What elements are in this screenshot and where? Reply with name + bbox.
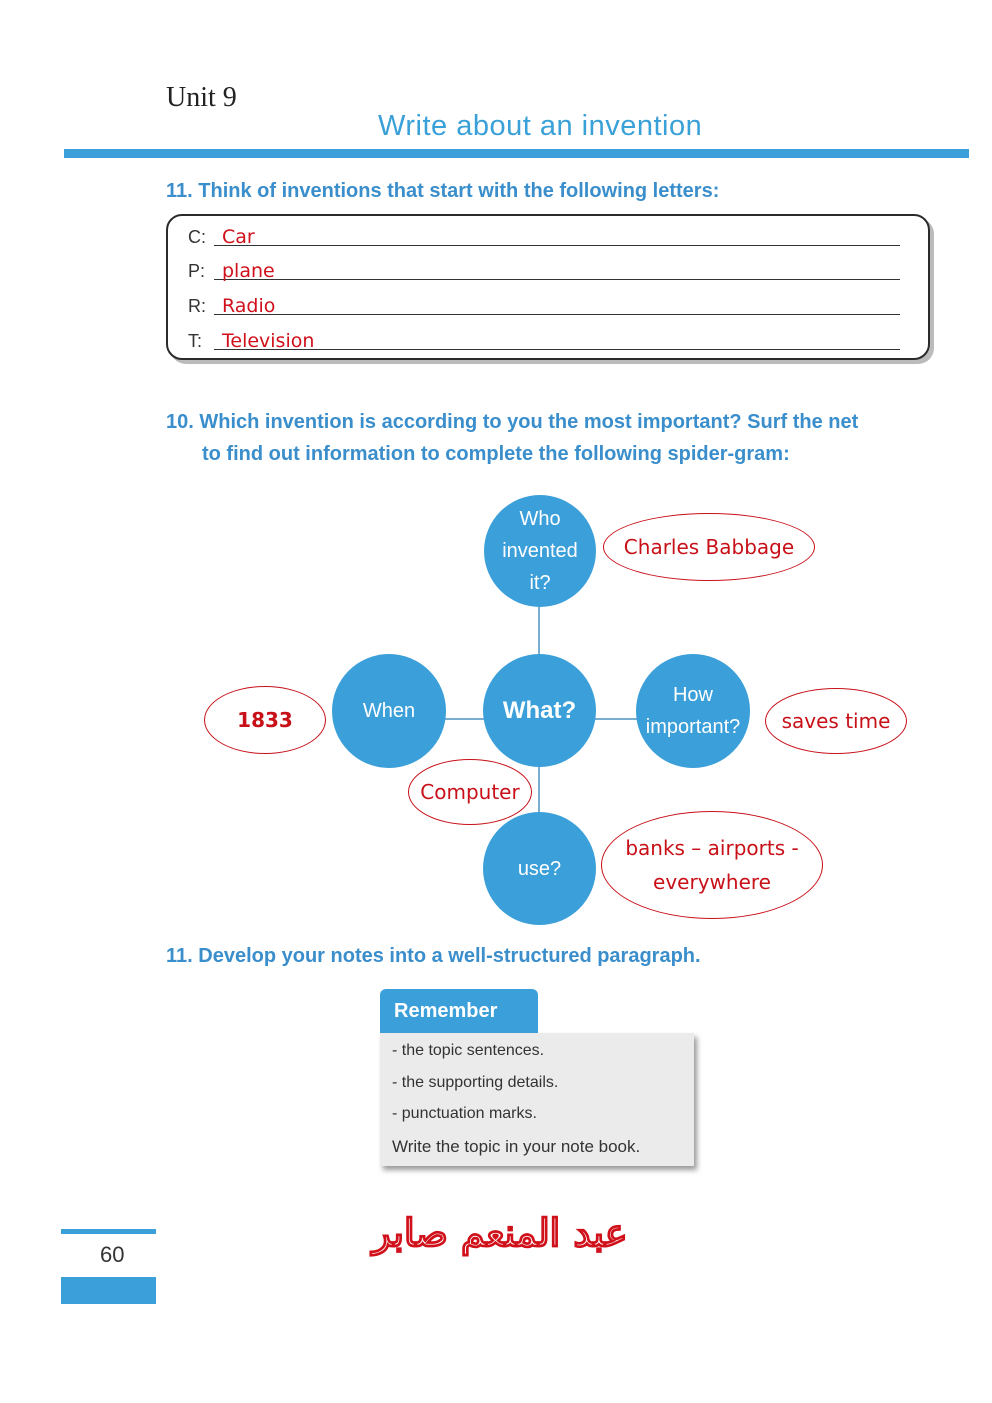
spidergram-circle-how-important	[636, 654, 750, 768]
page-number: 60	[100, 1242, 125, 1267]
answer-oval-who[interactable]	[603, 513, 815, 581]
circle-label: Who invented it?	[502, 508, 578, 594]
exercise-2-heading	[166, 406, 946, 470]
answer-text: banks – airports - everywhere	[625, 836, 799, 894]
answer-text: Charles Babbage	[623, 535, 795, 559]
letters-answer-box	[166, 214, 930, 360]
answer-oval-how-important[interactable]	[765, 688, 907, 754]
answer-line	[214, 314, 900, 315]
answer-line	[214, 349, 900, 350]
answer-oval-when[interactable]	[204, 686, 326, 754]
remember-box	[380, 1033, 694, 1166]
answer-line	[214, 245, 900, 246]
exercise-3-heading: 11. Develop your notes into a well-structured paragraph.	[166, 945, 701, 967]
answer-text[interactable]: Television	[222, 330, 315, 352]
letter-row-t	[188, 324, 900, 354]
exercise-2-heading-line-1: 10. Which invention is according to you the most important? Surf the net	[166, 411, 859, 433]
letter-label: P:	[188, 261, 206, 281]
letter-label: C:	[188, 227, 206, 247]
spidergram-circle-who	[484, 495, 596, 607]
letter-row-p	[188, 254, 900, 284]
answer-text: Computer	[420, 780, 520, 804]
answer-text[interactable]: Radio	[222, 295, 276, 317]
answer-line	[214, 279, 900, 280]
answer-oval-what[interactable]	[408, 759, 532, 825]
circle-label: How important?	[645, 684, 741, 738]
page-number-rule	[61, 1229, 156, 1234]
exercise-1-heading: 11. Think of inventions that start with the following letters:	[166, 180, 720, 202]
remember-item: - the supporting details.	[392, 1074, 559, 1091]
page-number-block	[61, 1277, 156, 1304]
letter-row-c	[188, 220, 900, 250]
letter-label: T:	[188, 331, 203, 351]
answer-text: 1833	[237, 708, 293, 732]
page-title: Write about an invention	[378, 110, 703, 142]
letter-row-r	[188, 289, 900, 319]
spidergram-circle-center	[483, 654, 596, 767]
circle-label: When	[362, 700, 416, 722]
answer-text: saves time	[781, 709, 891, 733]
letter-label: R:	[188, 296, 206, 316]
remember-item: - the topic sentences.	[392, 1042, 545, 1059]
spidergram-circle-use	[483, 812, 596, 925]
remember-item: - punctuation marks.	[392, 1105, 537, 1122]
answer-text[interactable]: Car	[222, 226, 255, 248]
title-underline-bar	[64, 149, 969, 158]
circle-label: What?	[502, 696, 577, 724]
remember-title: Remember	[394, 999, 498, 1022]
answer-oval-use[interactable]	[601, 811, 823, 919]
answer-text[interactable]: plane	[222, 260, 275, 282]
remember-tab	[380, 989, 538, 1033]
spidergram-circle-when	[332, 654, 446, 768]
remember-item: Write the topic in your note book.	[392, 1137, 641, 1156]
signature-watermark: عبد المنعم صابر	[372, 1210, 628, 1255]
circle-label: use?	[517, 857, 562, 880]
unit-label: Unit 9	[166, 82, 237, 113]
exercise-2-heading-line-2: to find out information to complete the following spider-gram:	[202, 443, 790, 465]
